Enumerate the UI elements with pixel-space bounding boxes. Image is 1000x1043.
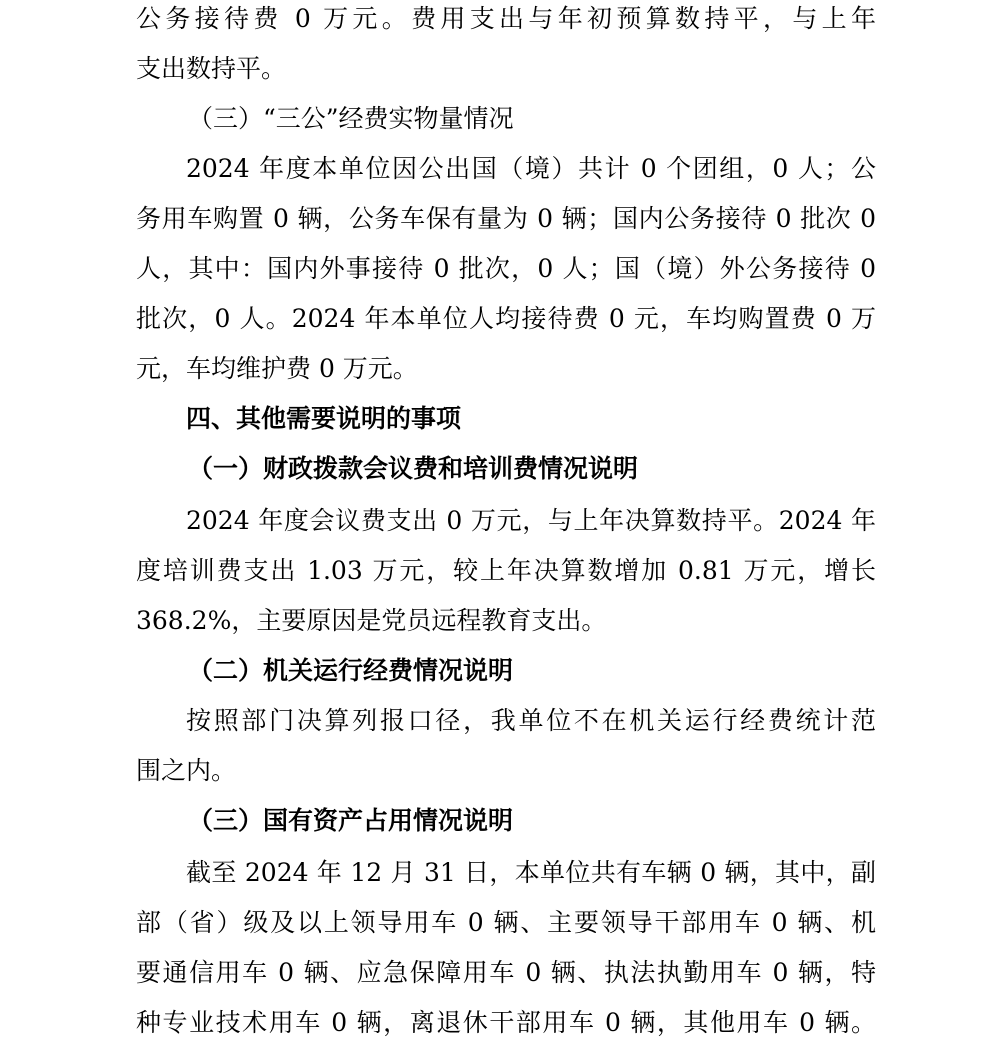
paragraph-line: 围之内。 xyxy=(136,756,237,785)
paragraph-line: 公务接待费 0 万元。费用支出与年初预算数持平，与上年 xyxy=(136,4,876,33)
paragraph-line: 务用车购置 0 辆，公务车保有量为 0 辆；国内公务接待 0 批次 0 xyxy=(136,204,876,233)
section-heading: （三）国有资产占用情况说明 xyxy=(188,806,514,835)
paragraph-line: 368.2%，主要原因是党员远程教育支出。 xyxy=(136,606,607,635)
paragraph-line: 支出数持平。 xyxy=(136,54,287,83)
paragraph-line: 度培训费支出 1.03 万元，较上年决算数增加 0.81 万元，增长 xyxy=(136,556,876,585)
paragraph-line: 2024 年度本单位因公出国（境）共计 0 个团组，0 人；公 xyxy=(186,154,876,183)
paragraph-line: 要通信用车 0 辆、应急保障用车 0 辆、执法执勤用车 0 辆，特 xyxy=(136,958,876,987)
paragraph-line: 元，车均维护费 0 万元。 xyxy=(136,354,418,383)
paragraph-line: 部（省）级及以上领导用车 0 辆、主要领导干部用车 0 辆、机 xyxy=(136,908,876,937)
paragraph-line: 人，其中：国内外事接待 0 批次，0 人；国（境）外公务接待 0 xyxy=(136,254,876,283)
paragraph-line: 按照部门决算列报口径，我单位不在机关运行经费统计范 xyxy=(186,706,876,735)
chapter-heading: 四、其他需要说明的事项 xyxy=(186,404,462,433)
paragraph-line: 批次，0 人。2024 年本单位人均接待费 0 元，车均购置费 0 万 xyxy=(136,304,876,333)
paragraph-line: 截至 2024 年 12 月 31 日，本单位共有车辆 0 辆，其中，副 xyxy=(186,858,876,887)
paragraph-line: 2024 年度会议费支出 0 万元，与上年决算数持平。2024 年 xyxy=(186,506,876,535)
section-heading: （二）机关运行经费情况说明 xyxy=(188,656,514,685)
section-heading: （一）财政拨款会议费和培训费情况说明 xyxy=(188,454,639,483)
section-heading: （三）“三公”经费实物量情况 xyxy=(188,104,514,133)
paragraph-line: 种专业技术用车 0 辆，离退休干部用车 0 辆，其他用车 0 辆。 xyxy=(136,1008,876,1037)
